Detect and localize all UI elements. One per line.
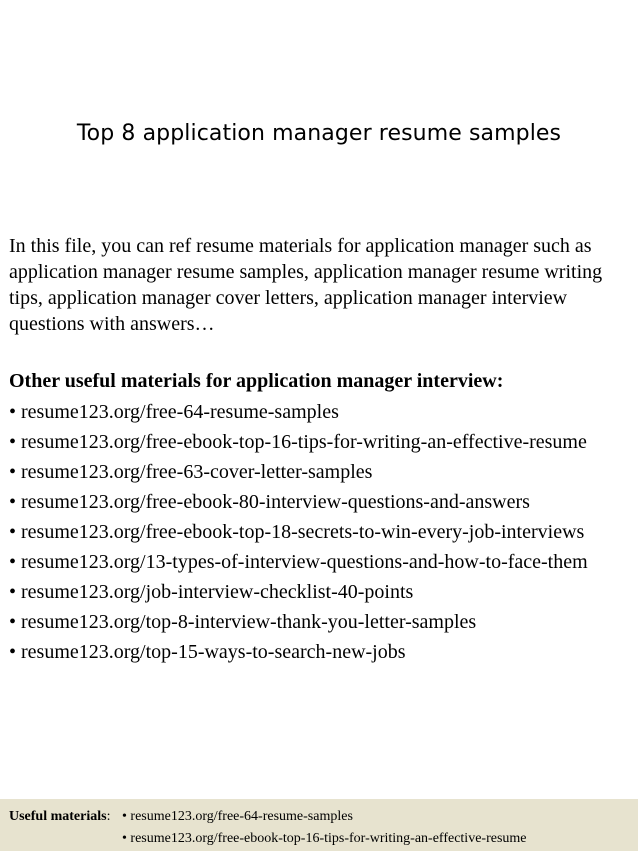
materials-link[interactable]: • resume123.org/free-63-cover-letter-samples: [9, 461, 373, 483]
materials-link-list: [9, 397, 588, 667]
page-title: Top 8 application manager resume samples: [76, 121, 562, 146]
footer-label-text: Useful materials: [9, 809, 107, 824]
materials-link[interactable]: • resume123.org/top-8-interview-thank-you-letter-samples: [9, 611, 477, 633]
footer-bar: [0, 799, 638, 851]
footer-label-colon: :: [106, 809, 111, 824]
materials-link[interactable]: • resume123.org/top-15-ways-to-search-new-jobs: [9, 641, 406, 663]
materials-link[interactable]: • resume123.org/free-ebook-80-interview-questions-and-answers: [9, 491, 530, 513]
materials-heading: Other useful materials for application manager interview:: [9, 370, 504, 392]
materials-link[interactable]: • resume123.org/free-ebook-top-18-secrets-to-win-every-job-interviews: [9, 521, 585, 543]
footer-link[interactable]: • resume123.org/free-ebook-top-16-tips-for-writing-an-effective-resume: [122, 831, 527, 846]
materials-link[interactable]: • resume123.org/free-ebook-top-16-tips-for-writing-an-effective-resume: [9, 431, 587, 453]
footer-label: [9, 808, 110, 826]
materials-link[interactable]: • resume123.org/13-types-of-interview-questions-and-how-to-face-them: [9, 551, 588, 573]
materials-link[interactable]: • resume123.org/job-interview-checklist-40-points: [9, 581, 414, 603]
intro-paragraph: In this file, you can ref resume materials for application manager such as application manager resume samples, application manager resume writing tips, application manager cover letters, application manager interview questions with answers…: [9, 235, 603, 335]
materials-link[interactable]: • resume123.org/free-64-resume-samples: [9, 401, 339, 423]
footer-link[interactable]: • resume123.org/free-64-resume-samples: [122, 809, 353, 824]
